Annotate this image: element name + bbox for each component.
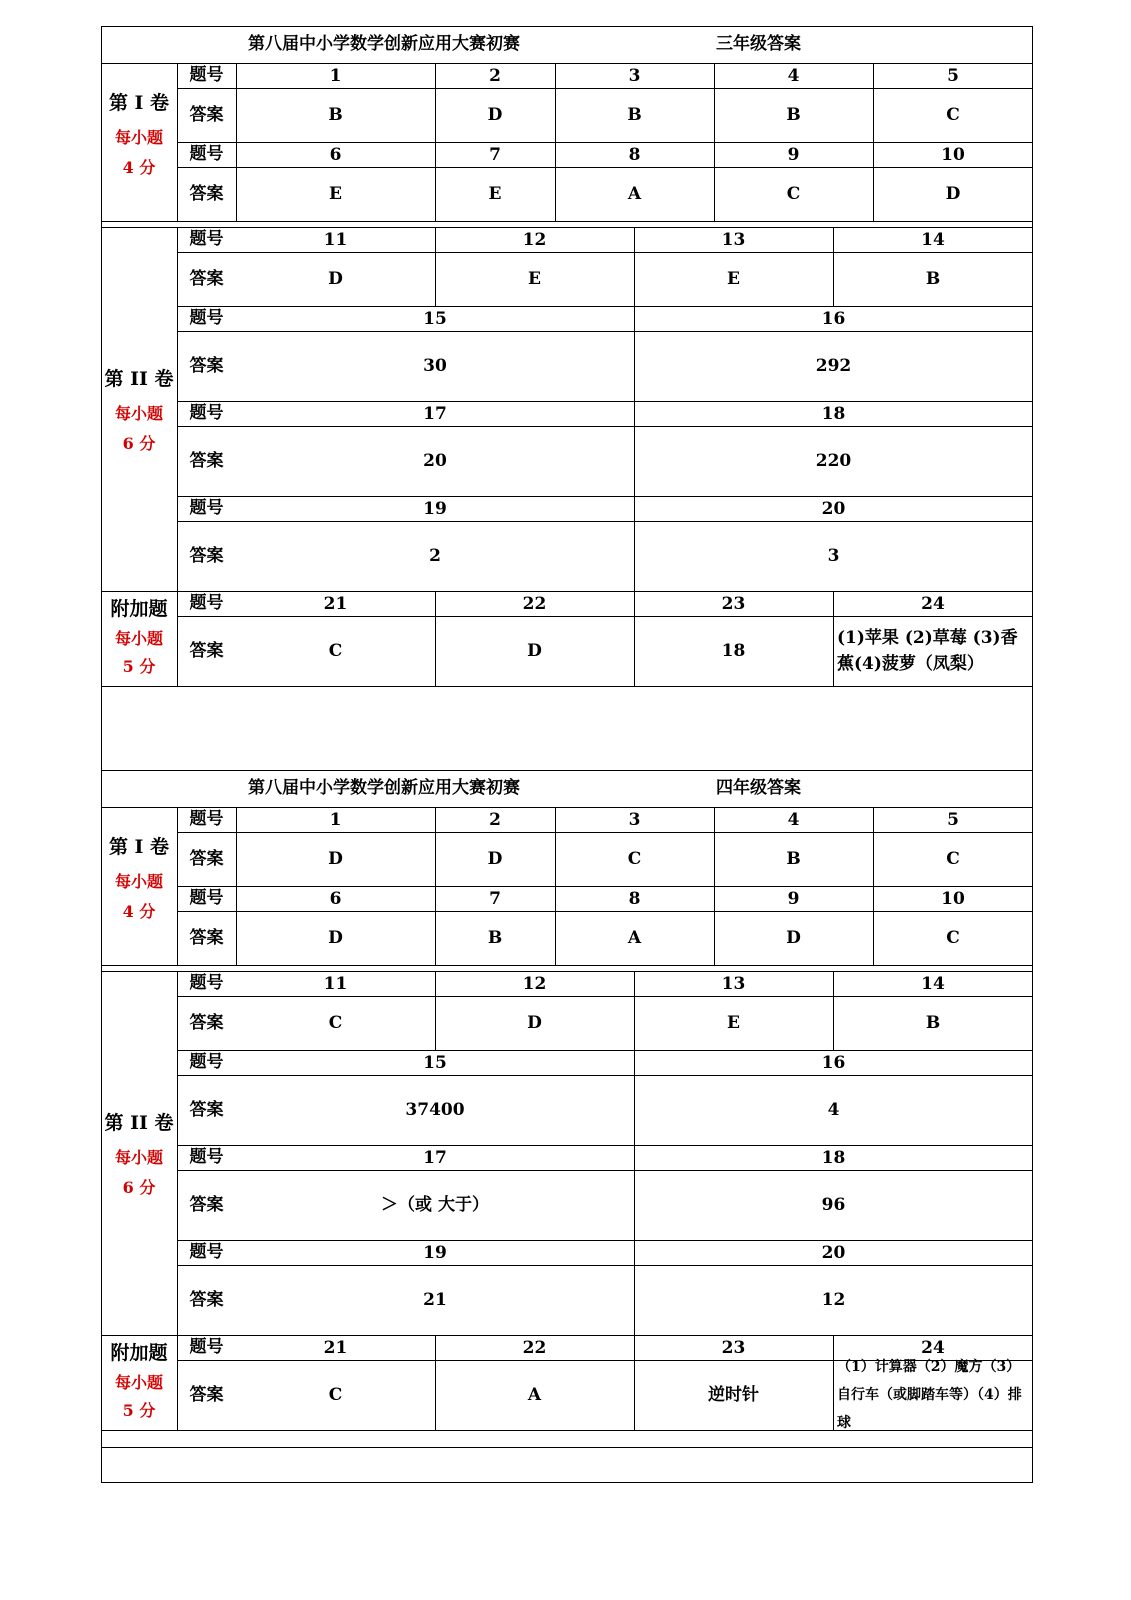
volume-2-score: 6 分 (122, 434, 156, 454)
section-bottom-line (101, 221, 1033, 222)
extra-label: 附加题 (110, 597, 168, 620)
section-bottom-line (101, 965, 1033, 966)
question-number-label: 题号 (189, 1337, 224, 1358)
answer-value: B (786, 848, 801, 869)
section-gap-line (101, 971, 1033, 972)
question-number: 19 (423, 1243, 447, 1264)
question-number: 5 (947, 810, 959, 831)
volume-2-label: 第 II 卷 (104, 367, 174, 390)
question-number: 15 (423, 1053, 447, 1074)
answer-value: 292 (815, 355, 852, 376)
answer-value: C (946, 104, 960, 125)
question-number: 20 (821, 499, 846, 520)
answer-label: 答案 (189, 1099, 224, 1120)
question-number: 17 (423, 1148, 447, 1169)
answer-value: D (487, 848, 503, 869)
question-number: 21 (323, 594, 348, 615)
trailing-line (101, 1447, 1033, 1448)
answer-value: B (925, 1012, 941, 1033)
question-number: 21 (323, 1338, 348, 1359)
answer-value: E (329, 183, 342, 204)
question-number: 23 (721, 1338, 746, 1359)
question-number: 22 (522, 1338, 547, 1359)
answer-value: 2 (429, 545, 441, 566)
section-bottom-line (101, 591, 1033, 592)
answer-label: 答案 (189, 1194, 224, 1215)
answer-label: 答案 (189, 848, 224, 869)
answer-label: 答案 (189, 104, 224, 125)
answer-value: C (786, 183, 801, 204)
answer-value: C (946, 927, 960, 948)
question-number: 11 (323, 974, 348, 995)
question-number-label: 题号 (189, 888, 224, 909)
answer-value: C (328, 1384, 343, 1405)
answer-value: E (727, 1012, 740, 1033)
row-line (177, 142, 1033, 143)
question-number: 22 (522, 594, 547, 615)
question-number-label: 题号 (189, 229, 224, 250)
answer-value: 21 (423, 1289, 447, 1310)
question-number-label: 题号 (189, 308, 224, 329)
grade-label: 三年级答案 (716, 34, 801, 55)
volume-1-score: 4 分 (122, 902, 156, 922)
volume-2-note: 每小题 (114, 404, 163, 424)
contest-title: 第八届中小学数学创新应用大赛初赛 (248, 34, 520, 55)
answer-value: D (328, 268, 343, 289)
answer-value: 96 (821, 1194, 846, 1215)
answer-value: D (527, 640, 542, 661)
answer-label: 答案 (189, 640, 224, 661)
extra-score: 5 分 (122, 1401, 156, 1421)
answer-value: 逆时针 (708, 1384, 759, 1405)
question-number: 1 (329, 66, 342, 87)
answer-value: 37400 (405, 1099, 465, 1120)
answer-value: 3 (827, 545, 840, 566)
question-number: 20 (821, 1243, 846, 1264)
question-number: 17 (423, 404, 447, 425)
answer-value: (1)苹果 (2)草莓 (3)香蕉(4)菠萝（凤梨） (837, 627, 1018, 674)
row-line (177, 401, 1033, 402)
question-number-label: 题号 (189, 1052, 224, 1073)
question-number-label: 题号 (189, 973, 224, 994)
row-line (177, 1050, 1033, 1051)
answer-value: A (627, 927, 642, 948)
question-number: 18 (821, 1148, 846, 1169)
question-number: 8 (628, 889, 641, 910)
question-number: 16 (821, 1053, 846, 1074)
question-number: 14 (921, 230, 945, 251)
question-number: 12 (522, 974, 547, 995)
question-number: 7 (489, 145, 501, 166)
extra-note: 每小题 (114, 1373, 163, 1393)
answer-value: C (946, 848, 960, 869)
row-line (177, 1240, 1033, 1241)
question-number: 24 (921, 1338, 945, 1359)
question-number: 2 (489, 810, 501, 831)
title-bottom-line (101, 63, 1033, 64)
answer-value: 4 (827, 1099, 840, 1120)
extra-note: 每小题 (114, 629, 163, 649)
answer-label: 答案 (189, 268, 224, 289)
section-gap-line (101, 227, 1033, 228)
question-number: 19 (423, 499, 447, 520)
question-number: 3 (628, 810, 641, 831)
question-number: 10 (941, 889, 965, 910)
question-number-label: 题号 (189, 1242, 224, 1263)
answer-label: 答案 (189, 927, 224, 948)
question-number: 9 (787, 145, 800, 166)
answer-value: A (627, 183, 642, 204)
grade-label: 四年级答案 (716, 778, 801, 799)
extra-label: 附加题 (110, 1341, 168, 1364)
question-number: 8 (628, 145, 641, 166)
question-number: 11 (323, 230, 348, 251)
question-number: 6 (329, 145, 342, 166)
answer-label: 答案 (189, 1289, 224, 1310)
answer-value: 220 (815, 450, 852, 471)
answer-value: D (945, 183, 961, 204)
title-bottom-line (101, 807, 1033, 808)
question-number: 1 (329, 810, 342, 831)
answer-value: B (487, 927, 503, 948)
answer-value: 18 (721, 640, 746, 661)
row-line (177, 306, 1033, 307)
row-line (177, 886, 1033, 887)
question-number: 13 (721, 230, 746, 251)
answer-label: 答案 (189, 183, 224, 204)
question-number: 5 (947, 66, 959, 87)
answer-value: D (527, 1012, 542, 1033)
question-number: 10 (941, 145, 965, 166)
question-number: 23 (721, 594, 746, 615)
question-number: 12 (522, 230, 547, 251)
question-number: 14 (921, 974, 945, 995)
question-number: 9 (787, 889, 800, 910)
answer-label: 答案 (189, 450, 224, 471)
answer-value: E (488, 183, 502, 204)
question-number: 16 (821, 309, 846, 330)
question-number-label: 题号 (189, 1147, 224, 1168)
row-line (177, 496, 1033, 497)
question-number: 18 (821, 404, 846, 425)
contest-title: 第八届中小学数学创新应用大赛初赛 (248, 778, 520, 799)
volume-1-score: 4 分 (122, 158, 156, 178)
question-number-label: 题号 (189, 403, 224, 424)
question-number-label: 题号 (189, 593, 224, 614)
question-number-label: 题号 (189, 809, 224, 830)
question-number-label: 题号 (189, 498, 224, 519)
answer-value: 20 (423, 450, 447, 471)
section-bottom-line (101, 1335, 1033, 1336)
volume-1-note: 每小题 (114, 872, 163, 892)
volume-1-note: 每小题 (114, 128, 163, 148)
question-number: 6 (329, 889, 342, 910)
section-bottom-line (101, 686, 1033, 687)
volume-2-note: 每小题 (114, 1148, 163, 1168)
answer-value: D (786, 927, 801, 948)
answer-value: C (328, 640, 343, 661)
answer-value: ＞（或 大于） (381, 1194, 489, 1215)
answer-value: B (786, 104, 801, 125)
question-number: 4 (787, 810, 800, 831)
answer-value: E (528, 268, 541, 289)
question-number: 7 (489, 889, 501, 910)
question-number: 24 (921, 594, 945, 615)
answer-value: （1）计算器（2）魔方（3）自行车（或脚踏车等）（4）排球 (837, 1359, 1022, 1431)
question-number: 3 (628, 66, 641, 87)
question-number-label: 题号 (189, 144, 224, 165)
answer-label: 答案 (189, 1012, 224, 1033)
row-line (177, 1145, 1033, 1146)
answer-value: B (627, 104, 642, 125)
volume-1-label: 第 I 卷 (108, 91, 170, 114)
question-number: 13 (721, 974, 746, 995)
answer-value: D (328, 927, 343, 948)
answer-value: A (527, 1384, 542, 1405)
answer-value: E (727, 268, 740, 289)
answer-value: B (925, 268, 941, 289)
question-number: 4 (787, 66, 800, 87)
answer-value: B (328, 104, 343, 125)
answer-label: 答案 (189, 1384, 224, 1405)
question-number: 15 (423, 309, 447, 330)
answer-value: C (328, 1012, 343, 1033)
extra-score: 5 分 (122, 657, 156, 677)
answer-value: C (627, 848, 642, 869)
volume-2-label: 第 II 卷 (104, 1111, 174, 1134)
answer-value: 12 (821, 1289, 846, 1310)
volume-2-score: 6 分 (122, 1178, 156, 1198)
answer-value: D (487, 104, 503, 125)
answer-value: D (328, 848, 343, 869)
question-number: 2 (489, 66, 501, 87)
answer-label: 答案 (189, 355, 224, 376)
answer-label: 答案 (189, 545, 224, 566)
volume-1-label: 第 I 卷 (108, 835, 170, 858)
answer-value: 30 (423, 355, 447, 376)
question-number-label: 题号 (189, 65, 224, 86)
